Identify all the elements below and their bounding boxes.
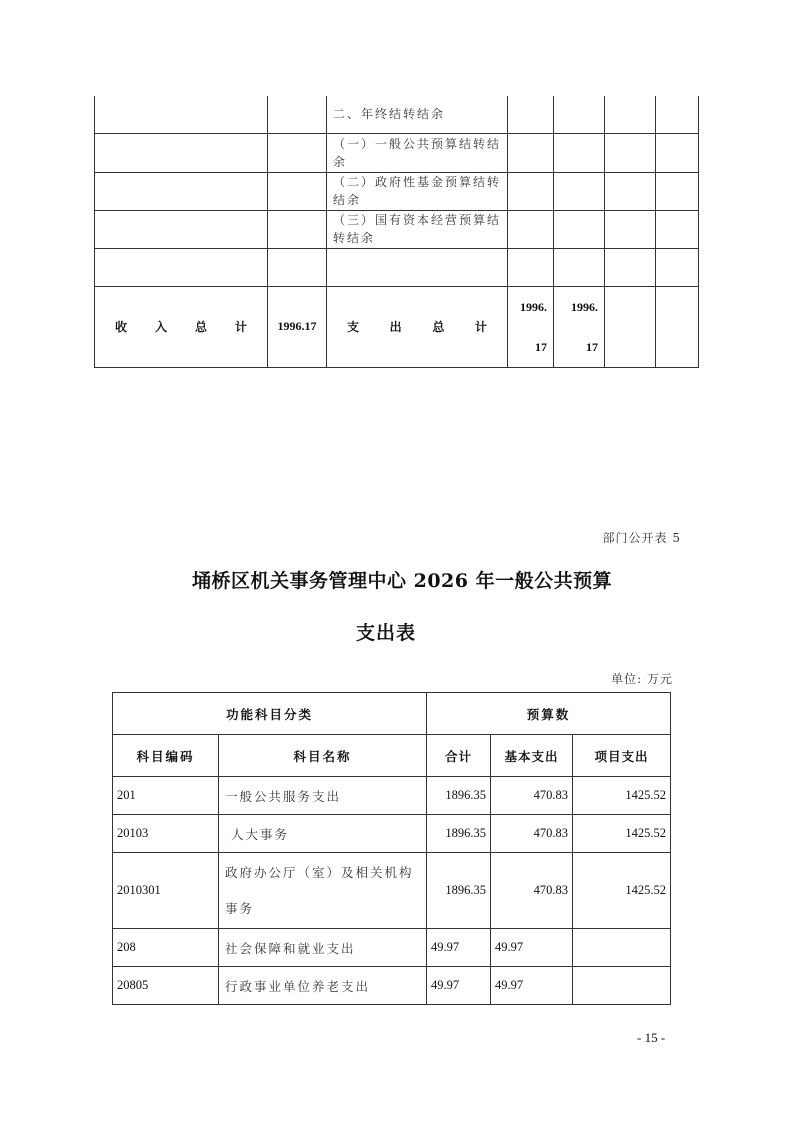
income-total-value: 1996.17 — [268, 286, 327, 367]
project-value: 1425.52 — [573, 853, 671, 929]
page-subtitle: 支出表 — [356, 622, 417, 644]
total-value: 1896.35 — [427, 777, 491, 815]
total-value: 1896.35 — [427, 815, 491, 853]
table-row — [113, 967, 671, 1005]
income-total-label: 收 入 总 计 — [95, 286, 268, 367]
subject-name: 政府办公厅（室）及相关机构事务 — [219, 853, 427, 929]
header-row — [113, 735, 671, 777]
expense-total-value: 1996. 17 — [508, 286, 554, 367]
total-value: 49.97 — [427, 929, 491, 967]
item-label: （三）国有资本经营预算结转结余 — [327, 210, 508, 248]
basic-value: 470.83 — [491, 853, 573, 929]
subject-code: 208 — [113, 929, 219, 967]
column-group-header: 功能科目分类 — [113, 693, 427, 735]
basic-value: 49.97 — [491, 929, 573, 967]
basic-value: 470.83 — [491, 777, 573, 815]
table-row — [95, 248, 699, 286]
table-row — [95, 133, 699, 172]
page-title: 埇桥区机关事务管理中心 2026 年一般公共预算 — [192, 570, 613, 592]
table-row — [113, 929, 671, 967]
expense-total-label: 支 出 总 计 — [327, 286, 508, 367]
subject-code: 20805 — [113, 967, 219, 1005]
project-value — [573, 967, 671, 1005]
basic-value: 470.83 — [491, 815, 573, 853]
header-row — [113, 693, 671, 735]
column-header: 基本支出 — [491, 735, 573, 777]
page-number: - 15 - — [637, 1030, 666, 1045]
subject-code: 20103 — [113, 815, 219, 853]
total-row — [95, 286, 699, 367]
project-value — [573, 929, 671, 967]
unit-label: 单位: 万元 — [611, 672, 673, 686]
column-header: 科目编码 — [113, 735, 219, 777]
subject-code: 201 — [113, 777, 219, 815]
project-value: 1425.52 — [573, 777, 671, 815]
total-value: 1896.35 — [427, 853, 491, 929]
column-header: 项目支出 — [573, 735, 671, 777]
budget-expenditure-table — [112, 692, 671, 1005]
table-row — [113, 853, 671, 929]
subject-name: 人大事务 — [219, 815, 427, 853]
item-label — [327, 248, 508, 286]
table-row — [113, 815, 671, 853]
item-label: 二、年终结转结余 — [327, 96, 508, 133]
table-row — [95, 96, 699, 133]
subject-name: 行政事业单位养老支出 — [219, 967, 427, 1005]
column-header: 合计 — [427, 735, 491, 777]
basic-value: 49.97 — [491, 967, 573, 1005]
table-row — [95, 172, 699, 210]
item-label: （二）政府性基金预算结转结余 — [327, 172, 508, 210]
form-number: 部门公开表 5 — [602, 531, 681, 545]
subject-name: 一般公共服务支出 — [219, 777, 427, 815]
subject-name: 社会保障和就业支出 — [219, 929, 427, 967]
project-value: 1425.52 — [573, 815, 671, 853]
column-header: 科目名称 — [219, 735, 427, 777]
table-row — [95, 210, 699, 248]
expense-total-value: 1996. 17 — [554, 286, 605, 367]
total-value: 49.97 — [427, 967, 491, 1005]
item-label: （一）一般公共预算结转结余 — [327, 133, 508, 172]
income-expense-summary-table — [94, 96, 699, 368]
column-group-header: 预算数 — [427, 693, 671, 735]
subject-code: 2010301 — [113, 853, 219, 929]
table-row — [113, 777, 671, 815]
